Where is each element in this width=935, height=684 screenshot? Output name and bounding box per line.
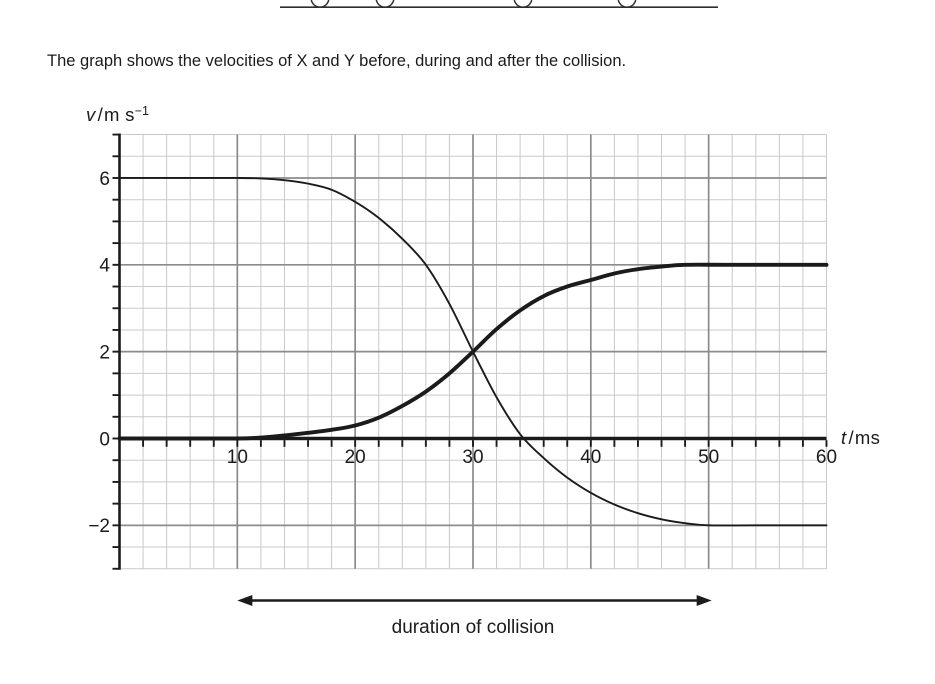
y-tick-label: 2 [99,342,110,364]
trolley-fragment [280,0,718,7]
y-axis-variable: v [86,104,96,125]
y-tick-label: 4 [99,255,110,277]
x-axis-variable: t [841,427,847,448]
arrowhead-right-icon [697,595,712,606]
x-tick-label: 60 [815,447,838,468]
y-axis-slash: / [97,104,104,125]
trolley-wheel-icon [311,0,329,7]
duration-arrow [237,595,711,606]
y-axis-unit-label [86,104,149,126]
duration-of-collision-caption: duration of collision [391,617,555,638]
trolley-wheel-icon [514,0,532,7]
trolley-wheel-icon [618,0,636,7]
trolley-wheel-icon [376,0,394,7]
y-tick-label: 6 [99,168,110,190]
y-axis-unit-exponent: −1 [134,104,149,118]
x-tick-label: 30 [462,447,484,468]
x-tick-label: 10 [226,447,248,468]
x-tick-label: 20 [344,447,366,468]
x-axis-unit-label [841,427,880,449]
intro-text: The graph shows the velocities of X and Y before, during and after the collision. [47,52,627,70]
y-axis-unit: m s [104,104,135,125]
y-tick-label: 0 [99,429,110,451]
x-tick-label: 50 [698,447,720,468]
x-tick-label: 40 [580,447,602,468]
x-axis-slash: / [848,427,854,448]
y-tick-label: −2 [88,516,110,538]
x-axis-unit: ms [854,427,881,448]
arrowhead-left-icon [237,595,252,606]
